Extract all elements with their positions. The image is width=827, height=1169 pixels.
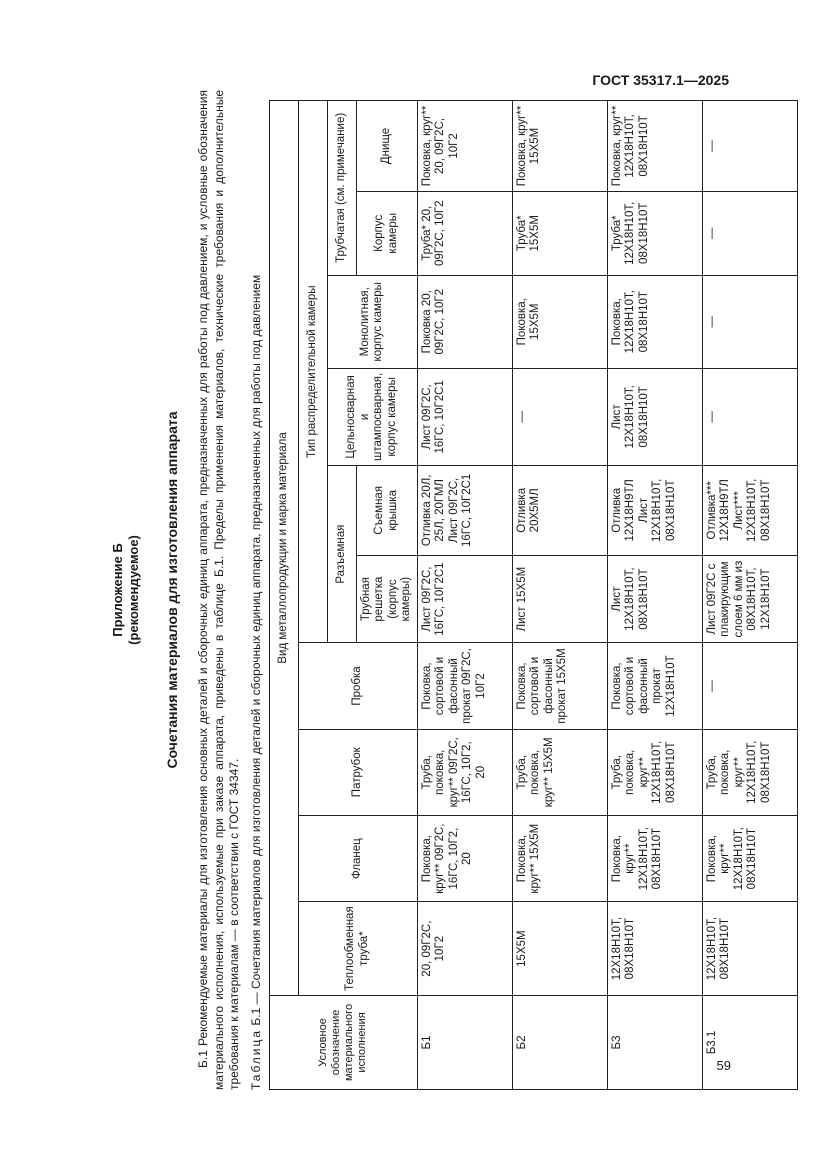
cell-cover: Отливка 20Х5МЛ [512,465,607,555]
table-row [512,101,607,1090]
header-detachable: Разъемная [327,465,356,643]
table-row [607,101,702,1090]
header-monolithic: Монолитная, корпус камеры [327,275,417,368]
table-row [417,101,512,1090]
cell-flange: Поковка, круг** 12Х18Н10Т, 08Х18Н10Т [607,815,702,901]
cell-bottom: Поковка, круг** 20, 09Г2С, 10Г2 [417,101,512,192]
cell-cover: Отливка*** 12Х18Н9ТЛ Лист*** 12Х18Н10Т, 08Х18Н10Т [702,465,797,555]
cell-id: Б3 [607,995,702,1089]
appendix-subtitle: (рекомендуемое) [126,535,141,645]
cell-monolithic: Поковка 20, 09Г2С, 10Г2 [417,275,512,368]
cell-nozzle: Труба, поковка, круг** 09Г2С, 16ГС, 10Г2, 20 [417,729,512,815]
header-flange: Фланец [298,815,417,901]
cell-tubesheet: Лист 09Г2С, 16ГС, 10Г2С1 [417,555,512,643]
header-nozzle: Патрубок [298,729,417,815]
header-tubesheet: Трубная решетка (корпус камеры) [356,555,417,643]
header-bottom: Днище [356,101,417,192]
cell-monolithic: Поковка, 12Х18Н10Т, 08Х18Н10Т [607,275,702,368]
header-tubular: Трубчатая (см. примечание) [327,101,356,276]
cell-chamber-body: Труба* 12Х18Н10Т, 08Х18Н10Т [607,191,702,275]
cell-chamber-body: Труба* 20, 09Г2С, 10Г2 [417,191,512,275]
cell-tube: 20, 09Г2С, 10Г2 [417,902,512,996]
header-materials: Вид металлопродукции и марка материала [269,101,298,996]
cell-plug: Поковка, сортовой и фасонный прокат 09Г2С, 10Г2 [417,643,512,729]
cell-flange: Поковка, круг** 12Х18Н10Т, 08Х18Н10Т [702,815,797,901]
table-caption [249,90,263,1090]
cell-flange: Поковка, круг** 15Х5М [512,815,607,901]
cell-welded: Лист 09Г2С, 16ГС, 10Г2С1 [417,368,512,465]
cell-nozzle: Труба, поковка, круг** 15Х5М [512,729,607,815]
cell-tubesheet: Лист 15Х5М [512,555,607,643]
header-chamber-type: Тип распределительной камеры [298,101,327,643]
intro-paragraph: Б.1 Рекомендуемые материалы для изготовления основных деталей и сборочных единиц аппарата, предназначенных для работы под давлением, и условные обозначения материального исполнения, используемые при заказе аппарата, приведены в таблице Б.1. Пределы применения материалов, технические требования и дополнительные требования к материалам — в соответствии с ГОСТ 34347. [196,90,241,1090]
table-row [702,101,797,1090]
cell-cover: Отливка 12Х18Н9ТЛ Лист 12Х18Н10Т, 08Х18Н10Т [607,465,702,555]
page-number: 59 [716,1058,731,1073]
section-title: Сочетания материалов для изготовления аппарата [164,411,180,769]
cell-id: Б3.1 [702,995,797,1089]
cell-plug: Поковка, сортовой и фасонный прокат 12Х18Н10Т [607,643,702,729]
header-welded: Цельносварная и штампосварная, корпус камеры [327,368,417,465]
table-caption-label: Таблица [248,1028,263,1090]
cell-tube: 12Х18Н10Т, 08Х18Н10Т [702,902,797,996]
header-tube: Теплообменная труба* [298,902,417,996]
table-caption-text: — Сочетания материалов для изготовления деталей и сборочных единиц аппарата, предназначенных для работы под давлением [248,274,263,1005]
cell-cover: Отливка 20Л, 25Л, 20ГМЛ Лист 09Г2С, 16ГС, 10Г2С1 [417,465,512,555]
cell-chamber-body: — [702,191,797,275]
table-caption-number: Б.1 [248,1007,263,1026]
cell-plug: Поковка, сортовой и фасонный прокат 15Х5М [512,643,607,729]
cell-bottom: Поковка, круг** 12Х18Н10Т, 08Х18Н10Т [607,101,702,192]
appendix-title: Приложение Б [110,543,125,637]
cell-plug: — [702,643,797,729]
document-header: ГОСТ 35317.1—2025 [592,72,729,88]
cell-welded: Лист 12Х18Н10Т, 08Х18Н10Т [607,368,702,465]
header-designation: Условное обозначение материального исполнения [269,995,417,1089]
cell-chamber-body: Труба* 15Х5М [512,191,607,275]
cell-bottom: — [702,101,797,192]
appendix-heading [110,90,142,1090]
cell-nozzle: Труба, поковка, круг** 12Х18Н10Т, 08Х18Н10Т [702,729,797,815]
cell-bottom: Поковка, круг** 15Х5М [512,101,607,192]
header-cover: Съемная крышка [356,465,417,555]
cell-tube: 12Х18Н10Т, 08Х18Н10Т [607,902,702,996]
cell-flange: Поковка, круг** 09Г2С, 16ГС, 10Г2, 20 [417,815,512,901]
cell-monolithic: — [702,275,797,368]
header-plug: Пробка [298,643,417,729]
cell-id: Б1 [417,995,512,1089]
cell-nozzle: Труба, поковка, круг** 12Х18Н10Т, 08Х18Н10Т [607,729,702,815]
cell-tubesheet: Лист 12Х18Н10Т, 08Х18Н10Т [607,555,702,643]
cell-monolithic: Поковка, 15Х5М [512,275,607,368]
materials-table [269,100,798,1090]
cell-tube: 15Х5М [512,902,607,996]
header-chamber-body: Корпус камеры [356,191,417,275]
cell-id: Б2 [512,995,607,1089]
cell-welded: — [702,368,797,465]
cell-welded: — [512,368,607,465]
cell-tubesheet: Лист 09Г2С с плакирующим слоем 6 мм из 08Х18Н10Т, 12Х18Н10Т [702,555,797,643]
